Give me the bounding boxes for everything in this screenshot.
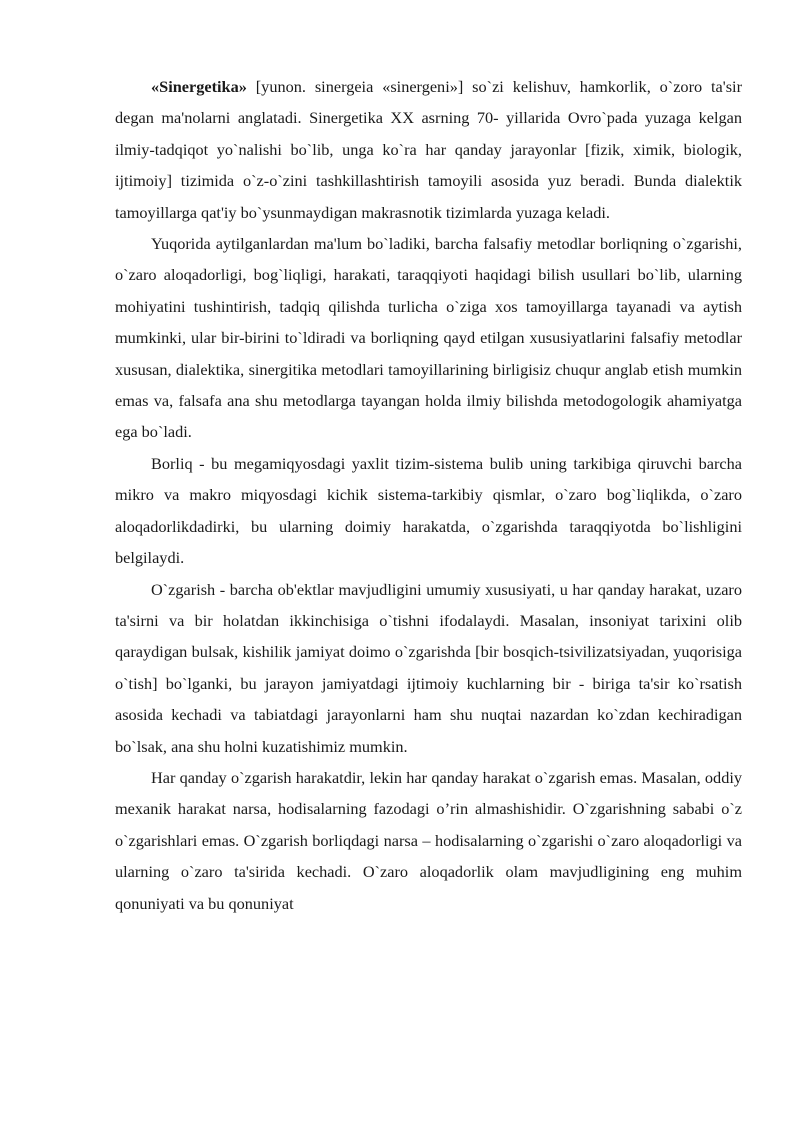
paragraph-ozgarish: O`zgarish - barcha ob'ektlar mavjudligini umumiy xususiyati, u har qanday harakat, uzaro ta'sirni va bir holatdan ikkinchisiga o`tishni ifodalaydi. Masalan, insoniyat tarixini olib qaraydigan bulsak, kishilik jamiyat doimo o`zgarishda [bir bosqich-tsivilizatsiyadan, yuqorisiga o`tish] bo`lganki, bu jarayon jamiyatdagi ijtimoiy kuchlarning bir - biriga ta'sir ko`rsatish asosida kechadi va tabiatdagi jarayonlarni ham shu nuqtai nazardan ko`zdan kechiradigan bo`lsak, ana shu holni kuzatishimiz mumkin. — [115, 579, 742, 756]
paragraph-philosophical-methods: Yuqorida aytilganlardan ma'lum bo`ladiki, barcha falsafiy metodlar borliqning o`zgarishi, o`zaro aloqadorligi, bog`liqligi, harakati, taraqqiyoti haqidagi bilish usullari bo`lib, ularning mohiyatini tushintirish, tadqiq qilishda turlicha o`ziga xos tamoyillarga tayanadi va aytish mumkinki, ular bir-birini to`ldiradi va borliqning qayd etilgan xususiyatlarini falsafiy metodlar xususan, dialektika, sinergitika metodlari tamoyillarining birligisiz chuqur anglab etish mumkin emas va, falsafa ana shu metodlarga tayangan holda ilmiy bilishda metodogologik ahamiyatga ega bo`ladi. — [115, 234, 742, 442]
document-body — [115, 71, 742, 919]
paragraph-sinergetika-definition — [115, 71, 742, 228]
paragraph-text: [yunon. sinergeia «sinergeni»] so`zi kelishuv, hamkorlik, o`zoro ta'sir degan ma'nolarni anglatadi. Sinergetika XX asrning 70- yillarida Ovro`pada yuzaga kelgan ilmiy-tadqiqot yo`nalishi bo`lib, unga ko`ra har qanday jarayonlar [fizik, ximik, biologik, ijtimoiy] tizimida o`z-o`zini tashkillashtirish tamoyili asosida yuz beradi. Bunda dialektik tamoyillarga qat'iy bo`ysunmaydigan makrasnotik tizimlarda yuzaga keladi. — [115, 77, 742, 222]
paragraph-harakat: Har qanday o`zgarish harakatdir, lekin har qanday harakat o`zgarish emas. Masalan, oddiy mexanik harakat narsa, hodisalarning fazodagi o’rin almashishidir. O`zgarishning sababi o`z o`zgarishlari emas. O`zgarish borliqdagi narsa – hodisalarning o`zgarishi o`zaro aloqadorligi va ularning o`zaro ta'sirida kechadi. O`zaro aloqadorlik olam mavjudligining eng muhim qonuniyati va bu qonuniyat — [115, 767, 742, 913]
paragraph-borliq: Borliq - bu megamiqyosdagi yaxlit tizim-sistema bulib uning tarkibiga qiruvchi barcha mikro va makro miqyosdagi kichik sistema-tarkibiy qismlar, o`zaro bog`liqlikda, o`zaro aloqadorlikdadirki, bu ularning doimiy harakatda, o`zgarishda taraqqiyotda bo`lishligini belgilaydi. — [115, 453, 742, 568]
term-sinergetika: «Sinergetika» — [151, 77, 247, 96]
